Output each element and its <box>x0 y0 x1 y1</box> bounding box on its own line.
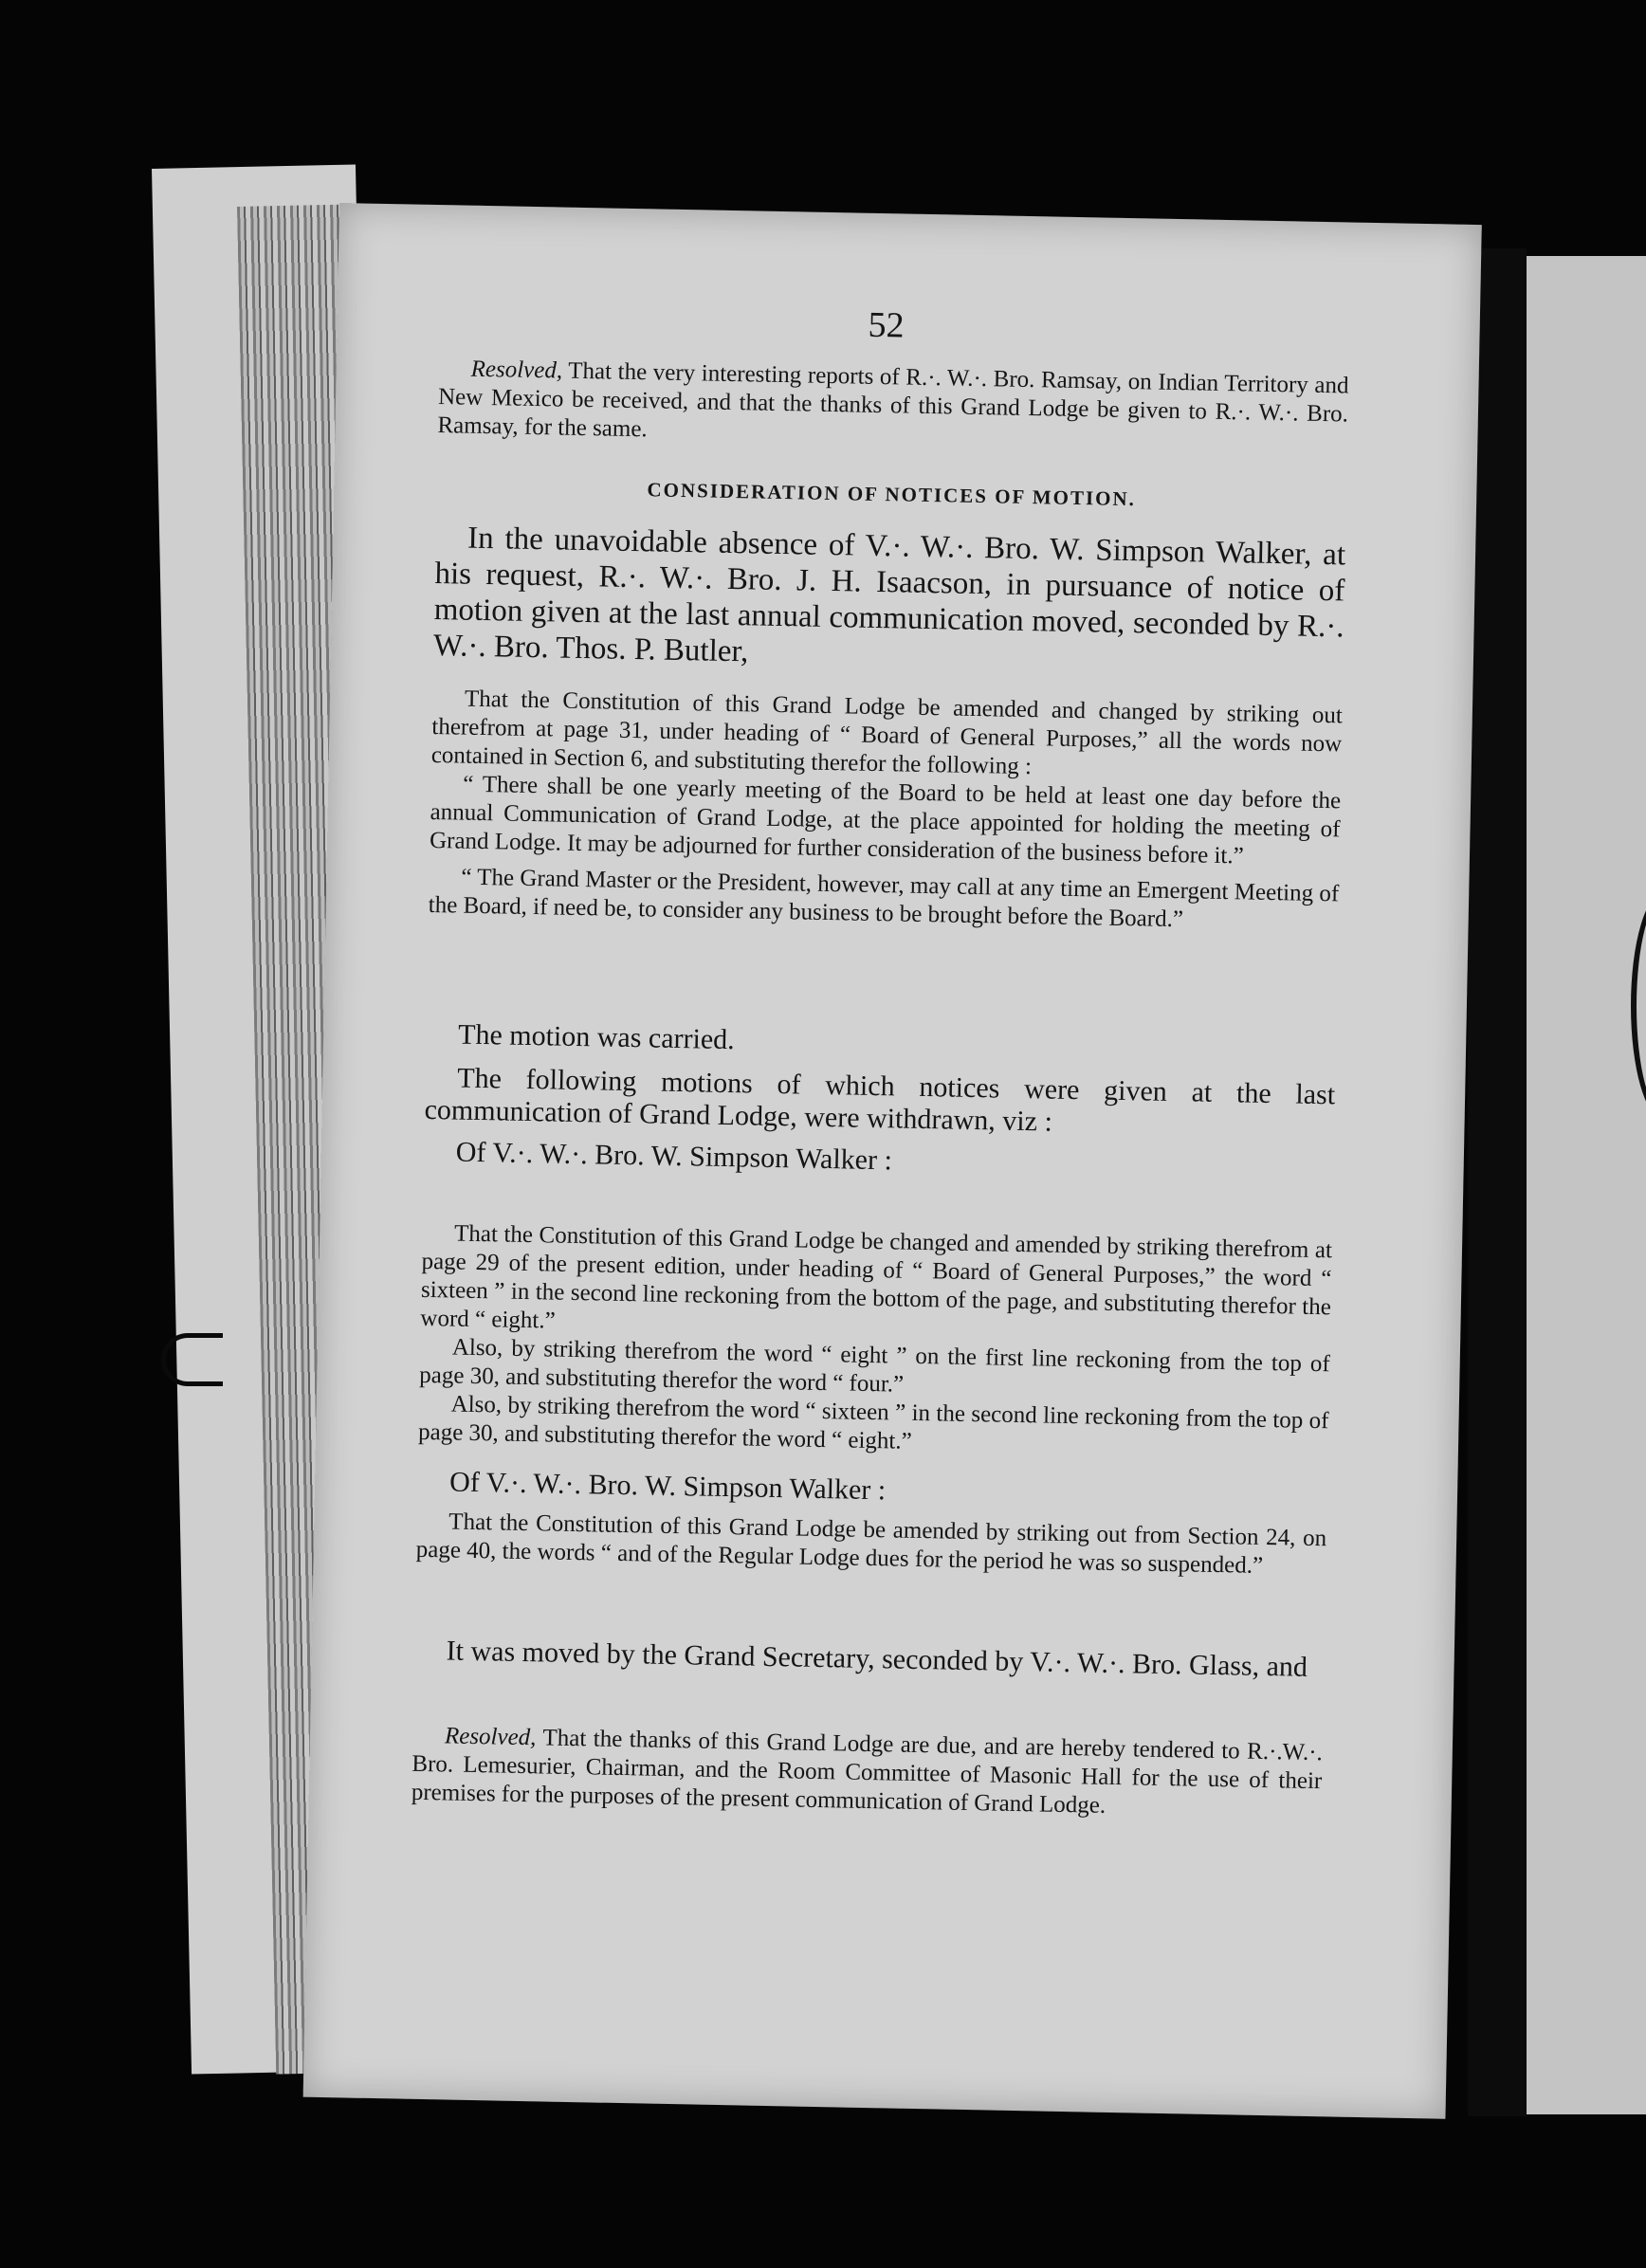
resolution-text: That the very interesting reports of R.·. W.·. Bro. Ramsay, on Indian Territory and New Mexico be received, and that the thanks of this Grand Lodge be given to R.·. W.·. Bro. Ramsay, for the same. <box>437 357 1349 443</box>
amendment-text: That the Constitution of this Grand Lodge be amended and changed by striking out therefrom at page 31, under heading of “ Board of General Purposes,” all the words now contained in Section 6, and substituting therefor the following : <box>430 686 1344 780</box>
quoted-clause-1: “ There shall be one yearly meeting of the Board to be held at least one day before the annual Communication of Grand Lodge, at the place appointed for holding the meeting of Grand Lodge. It may be adjourned for further consideration of the business before it.” <box>429 771 1342 869</box>
motion-mover-2: Of V.·. W.·. Bro. W. Simpson Walker : <box>448 1466 887 1507</box>
motion-carried: The motion was carried. <box>457 1018 736 1056</box>
motion-intro-text: In the unavoidable absence of V.·. W.·. Bro. W. Simpson Walker, at his request, R.·. W.·. Bro. J. H. Isaacson, in pursuance of notice of motion given at the last annual communication moved, seconded by R.·. W.·. Bro. Thos. P. Butler, <box>432 521 1346 669</box>
withdrawn-motion-1 <box>418 1219 1332 1464</box>
withdrawn-motion-1-also-a: Also, by striking therefrom the word “ eight ” on the first line reckoning from the top of page 30, and substituting therefor the word “ four.” <box>419 1334 1330 1398</box>
section-heading: CONSIDERATION OF NOTICES OF MOTION. <box>647 478 1137 511</box>
withdrawn-motion-1-also-b: Also, by striking therefrom the word “ sixteen ” in the second line reckoning from the top of page 30, and substituting therefor the word “ eight.” <box>417 1391 1329 1454</box>
book-page <box>303 203 1482 2119</box>
binding-gutter <box>1468 248 1527 2116</box>
resolution-ramsay <box>437 355 1349 457</box>
page-number: 52 <box>868 304 905 346</box>
motion-intro <box>433 520 1346 681</box>
withdrawn-motion-1-text: That the Constitution of this Grand Lodge be changed and amended by striking therefrom at page 29 of the present edition, under heading of “ Board of General Purposes,” the word “ sixteen ” in the second line reckoning from the bottom of the page, and substituting therefor the word “ eight.” <box>420 1220 1333 1334</box>
margin-pencil-mark <box>161 1333 223 1386</box>
resolution-thanks <box>412 1722 1324 1824</box>
withdrawn-motion-2 <box>415 1466 1327 1582</box>
motion-result <box>423 1018 1336 1185</box>
quoted-clause-2: “ The Grand Master or the President, however, may call at any time an Emergent Meeting of the Board, if need be, to consider any business to be brought before the Board.” <box>428 864 1340 933</box>
resolved-label: Resolved, <box>470 356 563 384</box>
motion-mover-1: Of V.·. W.·. Bro. W. Simpson Walker : <box>455 1136 893 1177</box>
withdrawn-motion-2-text: That the Constitution of this Grand Lodge be amended by striking out from Section 24, on page 40, the words “ and of the Regular Lodge dues for the period he was so suspended.” <box>415 1509 1327 1579</box>
thanks-motion <box>413 1635 1324 1684</box>
facing-page <box>1525 256 1646 2114</box>
section-heading-block <box>436 474 1346 515</box>
resolved-label-2: Resolved, <box>444 1723 537 1751</box>
withdrawn-motions-intro: The following motions of which notices were given at the last communication of Grand Lodge, were withdrawn, viz : <box>424 1062 1336 1138</box>
resolution-thanks-text: That the thanks of this Grand Lodge are due, and are hereby tendered to R.·.W.·. Bro. Lemesurier, Chairman, and the Room Committee of Masonic Hall for the use of their premises for the purposes of the present communication of Grand Lodge. <box>411 1725 1324 1819</box>
amendment-block <box>429 685 1344 937</box>
thanks-motion-text: It was moved by the Grand Secretary, seconded by V.·. W.·. Bro. Glass, and <box>446 1635 1308 1683</box>
